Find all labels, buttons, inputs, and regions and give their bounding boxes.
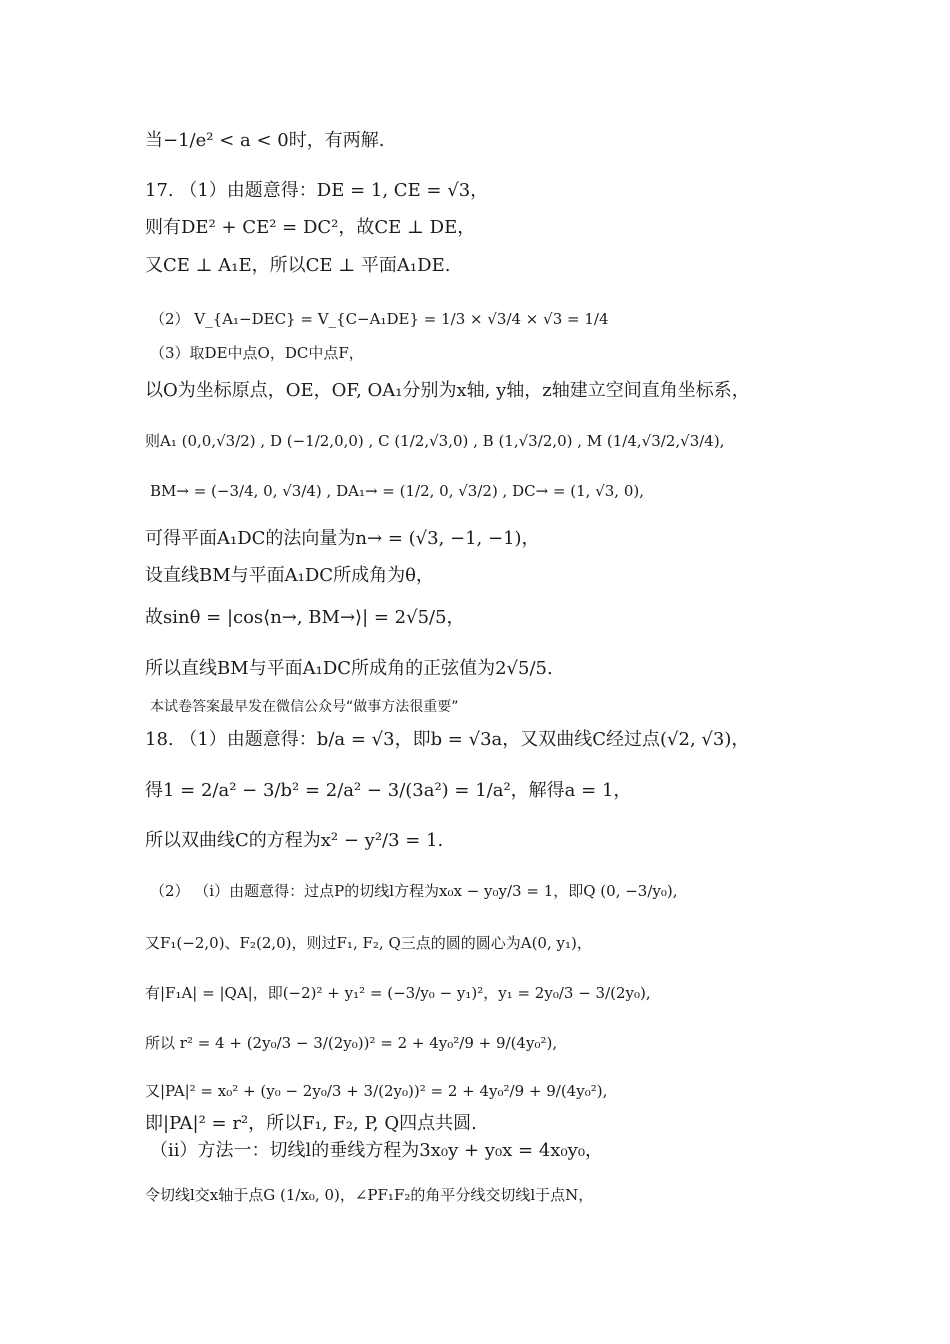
solution-line-18: 又F₁(−2,0)、F₂(2,0)，则过F₁, F₂, Q三点的圆的圆心为A(0, y₁)，	[145, 934, 592, 952]
solution-line-24: 令切线l交x轴于点G (1/x₀, 0)，∠PF₁F₂的角平分线交切线l于点N，	[145, 1186, 594, 1204]
angle-line: 设直线BM与平面A₁DC所成角为θ，	[145, 565, 434, 586]
problem-18-part1: 18. （1）由题意得：b/a = √3，即b = √3a，又双曲线C经过点(√2, √3)，	[145, 729, 750, 750]
problem-17-part3: （3）取DE中点O，DC中点F，	[150, 344, 364, 362]
solution-line-15: 得1 = 2/a² − 3/b² = 2/a² − 3/(3a²) = 1/a²，解得a = 1，	[145, 780, 632, 801]
normal-vector-line: 可得平面A₁DC的法向量为n→ = (√3, −1, −1)，	[145, 528, 540, 549]
solution-line-20: 所以 r² = 4 + (2y₀/3 − 3/(2y₀))² = 2 + 4y₀²/9 + 9/(4y₀²),	[145, 1034, 558, 1052]
hyperbola-equation-line: 所以双曲线C的方程为x² − y²/3 = 1.	[145, 830, 444, 851]
problem-17-part1: 17. （1）由题意得：DE = 1, CE = √3，	[145, 180, 489, 201]
solution-line-22: 即|PA|² = r²，所以F₁, F₂, P, Q四点共圆.	[145, 1113, 477, 1134]
solution-line-1: 当−1/e² < a < 0时，有两解.	[145, 130, 385, 151]
problem-18-part2-ii: （ⅱ）方法一：切线l的垂线方程为3x₀y + y₀x = 4x₀y₀，	[150, 1140, 604, 1161]
solution-line-21: 又|PA|² = x₀² + (y₀ − 2y₀/3 + 3/(2y₀))² = 2 + 4y₀²/9 + 9/(4y₀²),	[145, 1082, 608, 1100]
solution-line-19: 有|F₁A| = |QA|，即(−2)² + y₁² = (−3/y₀ − y₁)²，y₁ = 2y₀/3 − 3/(2y₀),	[145, 984, 651, 1002]
conclusion-line: 所以直线BM与平面A₁DC所成角的正弦值为2√5/5.	[145, 658, 553, 679]
solution-line-4: 又CE ⊥ A₁E，所以CE ⊥ 平面A₁DE.	[145, 255, 451, 276]
coordinates-line: 则A₁ (0,0,√3/2) , D (−1/2,0,0) , C (1/2,√3,0) , B (1,√3/2,0) , M (1/4,√3/2,√3/4),	[145, 432, 725, 450]
problem-18-part2-i: （2） （ⅰ）由题意得：过点P的切线l方程为x₀x − y₀y/3 = 1，即Q (0, −3/y₀),	[150, 882, 678, 900]
sine-line: 故sinθ = |cos⟨n→, BM→⟩| = 2√5/5，	[145, 607, 465, 628]
vectors-line: BM→ = (−3/4, 0, √3/4) , DA₁→ = (1/2, 0, √3/2) , DC→ = (1, √3, 0),	[150, 482, 645, 500]
solution-line-3: 则有DE² + CE² = DC²，故CE ⊥ DE，	[145, 217, 476, 238]
solution-line-7: 以O为坐标原点，OE，OF, OA₁分别为x轴, y轴，z轴建立空间直角坐标系，	[145, 380, 750, 401]
problem-17-part2: （2） V_{A₁−DEC} = V_{C−A₁DE} = 1/3 × √3/4 × √3 = 1/4	[150, 310, 609, 328]
source-note: 本试卷答案最早发在微信公众号“做事方法很重要”	[150, 699, 459, 715]
